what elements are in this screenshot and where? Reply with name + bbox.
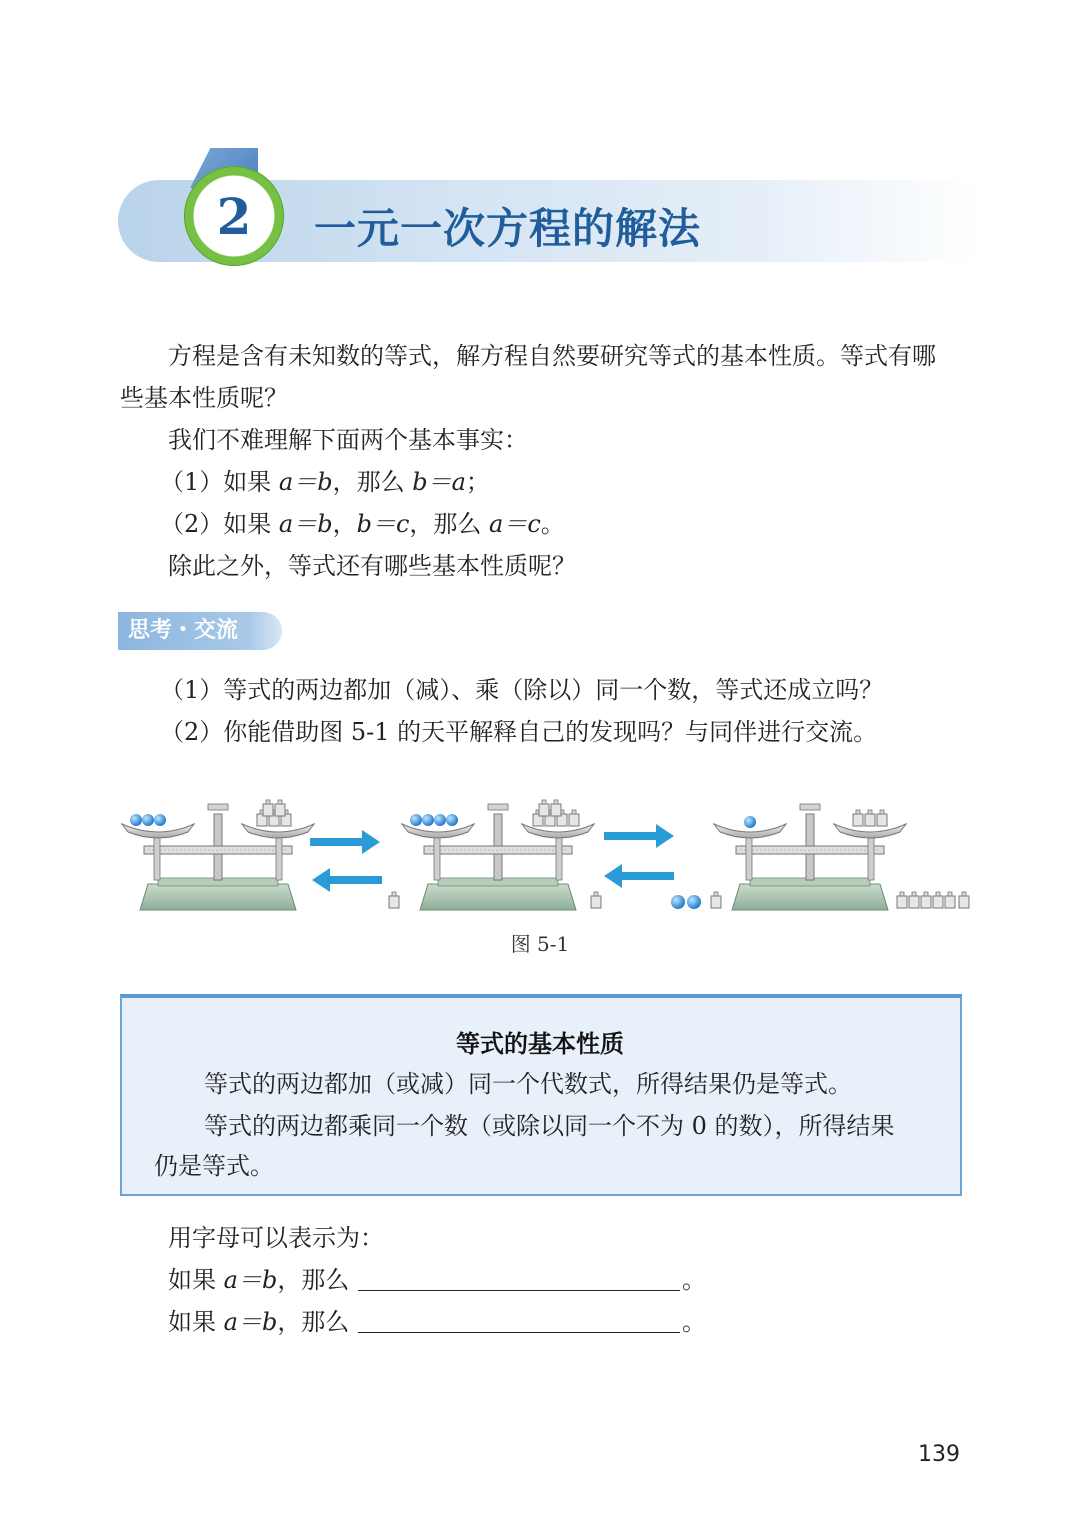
row-2-end: 。 [682,1308,706,1336]
think-tag-label: 思考・交流 [128,618,239,643]
page-number: 139 [918,1442,960,1467]
fact-2-eq3: a＝c [489,510,541,538]
fact-1-suffix: ； [465,468,490,496]
arrow-divide-left [604,864,674,888]
property-line-2: 等式的两边都乘同一个数（或除以同一个不为 0 的数），所得结果 [204,1112,895,1140]
property-line-1: 等式的两边都加（或减）同一个代数式，所得结果仍是等式。 [204,1070,852,1098]
property-box-title: 等式的基本性质 [456,1029,624,1058]
blank-answer-1[interactable] [358,1266,680,1291]
property-line-3: 仍是等式。 [154,1152,274,1180]
section-number-badge [184,166,284,266]
section-title: 一元一次方程的解法 [314,204,702,253]
think-question-2: （2）你能借助图 5-1 的天平解释自己的发现吗？与同伴进行交流。 [160,718,878,746]
row-2-prefix: 如果 [168,1308,224,1336]
balance-scale-1 [122,800,314,910]
balance-scale-2 [402,800,594,910]
arrow-multiply-right [604,824,674,848]
fact-1-eq1: a＝b [278,468,333,496]
balance-scale-3 [714,804,906,910]
row-2-eq: a＝b [223,1308,278,1336]
intro-question: 除此之外，等式还有哪些基本性质呢？ [168,552,576,580]
section-number: 2 [194,176,274,256]
letters-row-2 [168,1306,349,1338]
balance-figure [118,792,978,922]
fact-1-prefix: （1）如果 [160,468,279,496]
letters-intro: 用字母可以表示为： [168,1224,384,1252]
think-question-1: （1）等式的两边都加（减）、乘（除以）同一个数，等式还成立吗？ [160,676,884,704]
single-weight-1 [389,892,399,908]
fact-1 [160,466,490,498]
fact-1-mid: ，那么 [332,468,413,496]
row-1-end: 。 [682,1266,706,1294]
arrow-remove-left [312,868,382,892]
fact-2-eq2: b＝c [356,510,410,538]
fact-2-mid: ，那么 [409,510,490,538]
figure-caption: 图 5-1 [510,932,570,956]
intro-facts-lead: 我们不难理解下面两个基本事实： [168,426,528,454]
fact-2-prefix: （2）如果 [160,510,279,538]
intro-line-1: 方程是含有未知数的等式，解方程自然要研究等式的基本性质。等式有哪 [168,342,936,370]
fact-2 [160,508,565,540]
row-2-mid: ，那么 [277,1308,350,1336]
row-1-prefix: 如果 [168,1266,224,1294]
intro-line-2: 些基本性质呢？ [120,384,288,412]
fact-2-suffix: 。 [540,510,565,538]
arrow-add-right [310,830,380,854]
fact-2-eq1: a＝b [278,510,333,538]
fact-2-sep: ， [332,510,357,538]
row-1-eq: a＝b [223,1266,278,1294]
fact-1-eq2: b＝a [412,468,466,496]
row-1-mid: ，那么 [277,1266,350,1294]
blank-answer-2[interactable] [358,1308,680,1333]
single-weight-2 [591,892,601,908]
letters-row-1 [168,1264,349,1296]
